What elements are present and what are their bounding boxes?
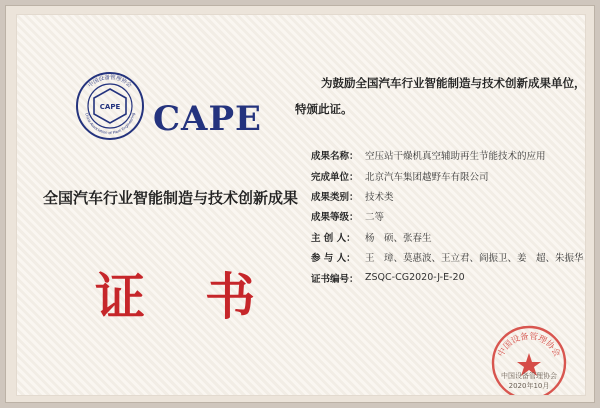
field-value: 北京汽车集团越野车有限公司 [365, 171, 489, 183]
certificate-paper [16, 14, 586, 396]
field-label: 成果类别： [311, 191, 359, 203]
field-value: 空压站干燥机真空辅助再生节能技术的应用 [365, 151, 546, 163]
field-label: 证书编号： [311, 273, 359, 285]
seal-date: 2020年10月 [508, 382, 550, 390]
field-row-completing-unit [311, 165, 586, 185]
field-label: 成果名称： [311, 151, 359, 163]
field-value: 二等 [365, 212, 385, 224]
svg-text:中国设备管理协会: 中国设备管理协会 [496, 331, 562, 359]
field-label: 主 创 人： [311, 232, 356, 244]
field-row-achievement-name [311, 145, 586, 165]
field-value: 技术类 [365, 191, 394, 203]
field-row-grade [311, 206, 586, 226]
award-title: 全国汽车行业智能制造与技术创新成果 [43, 189, 299, 207]
seal-org-text: 中国设备管理协会 [501, 372, 557, 380]
intro-line-1: 为鼓励全国汽车行业智能制造与技术创新成果单位， [321, 76, 586, 90]
field-row-category [311, 186, 586, 206]
field-value: 王 璋、莫惠波、王立君、阎振卫、姜 超、朱振华 [365, 253, 584, 265]
certificate-heading: 证书 [95, 267, 315, 326]
svg-text:中国设备管理协会: 中国设备管理协会 [87, 74, 133, 89]
field-label: 成果等级： [311, 212, 359, 224]
field-row-participants [311, 247, 586, 267]
field-label: 完成单位： [311, 171, 359, 183]
svg-text:CAPE: CAPE [99, 103, 121, 111]
certificate-fields [311, 145, 586, 288]
field-row-certificate-number [311, 267, 586, 287]
svg-text:China Association of Plant Eng: China Association of Plant Engineering [84, 112, 136, 136]
field-value: ZSQC-CG2020-J-E-20 [365, 272, 465, 284]
certificate-frame [6, 6, 594, 402]
cape-acronym: CAPE [153, 99, 262, 139]
field-value: 杨 硕、张春生 [365, 232, 432, 244]
intro-line-2: 特颁此证。 [295, 102, 353, 116]
field-label: 参 与 人： [311, 253, 356, 265]
cape-logo-icon [75, 71, 145, 141]
field-row-lead-creators [311, 227, 586, 247]
